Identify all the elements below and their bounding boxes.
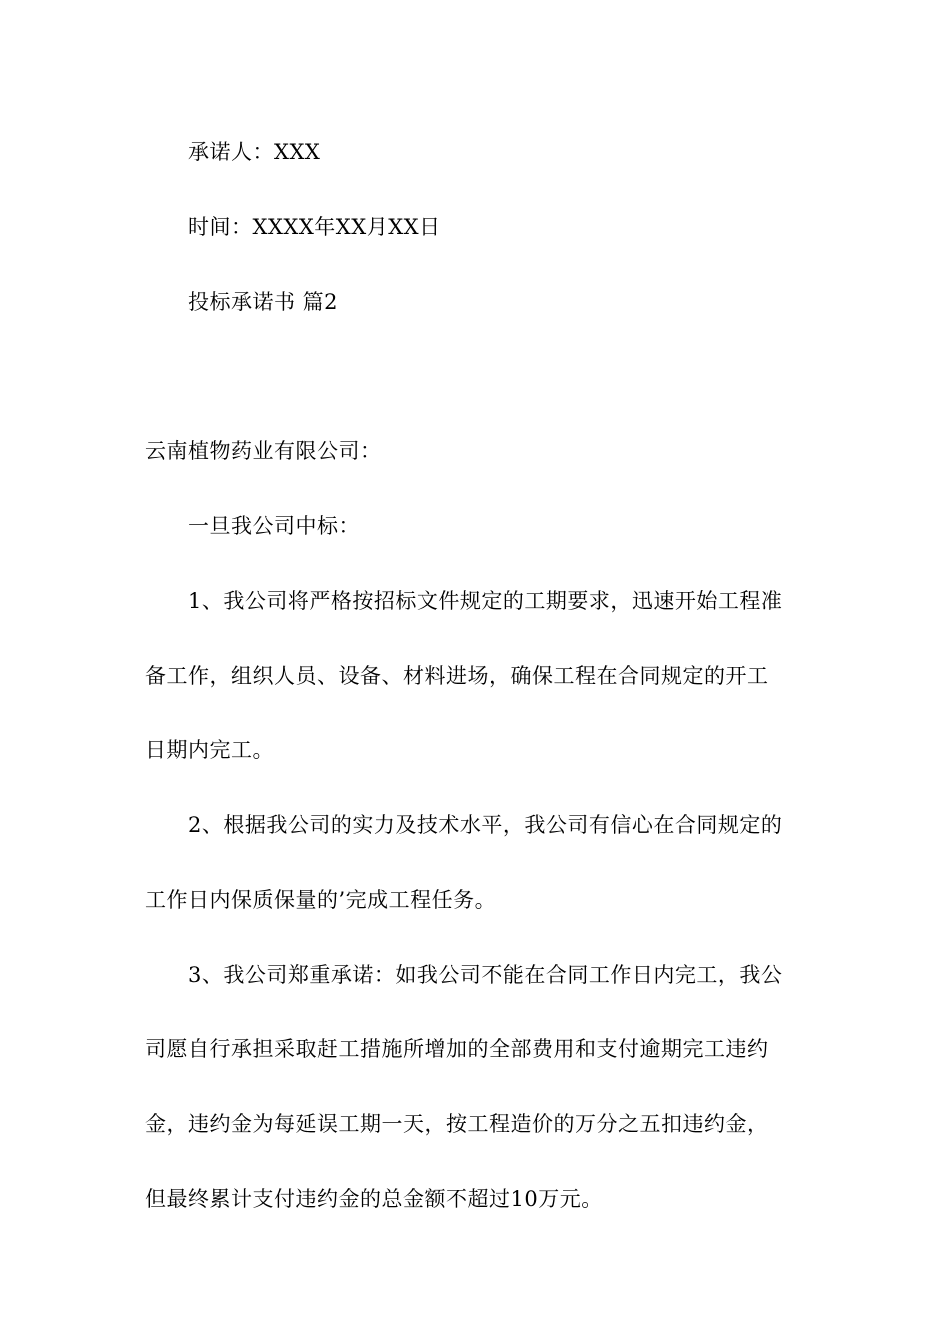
item3-line3: 金，违约金为每延误工期一天，按工程造价的万分之五扣违约金， [145, 1112, 769, 1136]
item3-line2: 司愿自行承担采取赶工措施所增加的全部费用和支付逾期完工违约 [145, 1037, 769, 1061]
item2-line2: 工作日内保质保量的’完成工程任务。 [145, 888, 497, 912]
item2-line1: 2、根据我公司的实力及技术水平，我公司有信心在合同规定的 [188, 813, 783, 837]
date-line: 时间：XXXX年XX月XX日 [188, 215, 441, 239]
item1-line1: 1、我公司将严格按招标文件规定的工期要求，迅速开始工程准 [188, 589, 783, 613]
item1-line2: 备工作，组织人员、设备、材料进场，确保工程在合同规定的开工 [145, 664, 769, 688]
section-title: 投标承诺书 篇2 [188, 290, 339, 314]
recipient-line: 云南植物药业有限公司： [145, 439, 382, 463]
item3-line4: 但最终累计支付违约金的总金额不超过10万元。 [145, 1187, 603, 1211]
item1-line3: 日期内完工。 [145, 738, 274, 762]
item3-line1: 3、我公司郑重承诺：如我公司不能在合同工作日内完工，我公 [188, 963, 783, 987]
promisor-line: 承诺人：XXX [188, 140, 321, 164]
intro-line: 一旦我公司中标： [188, 514, 360, 538]
